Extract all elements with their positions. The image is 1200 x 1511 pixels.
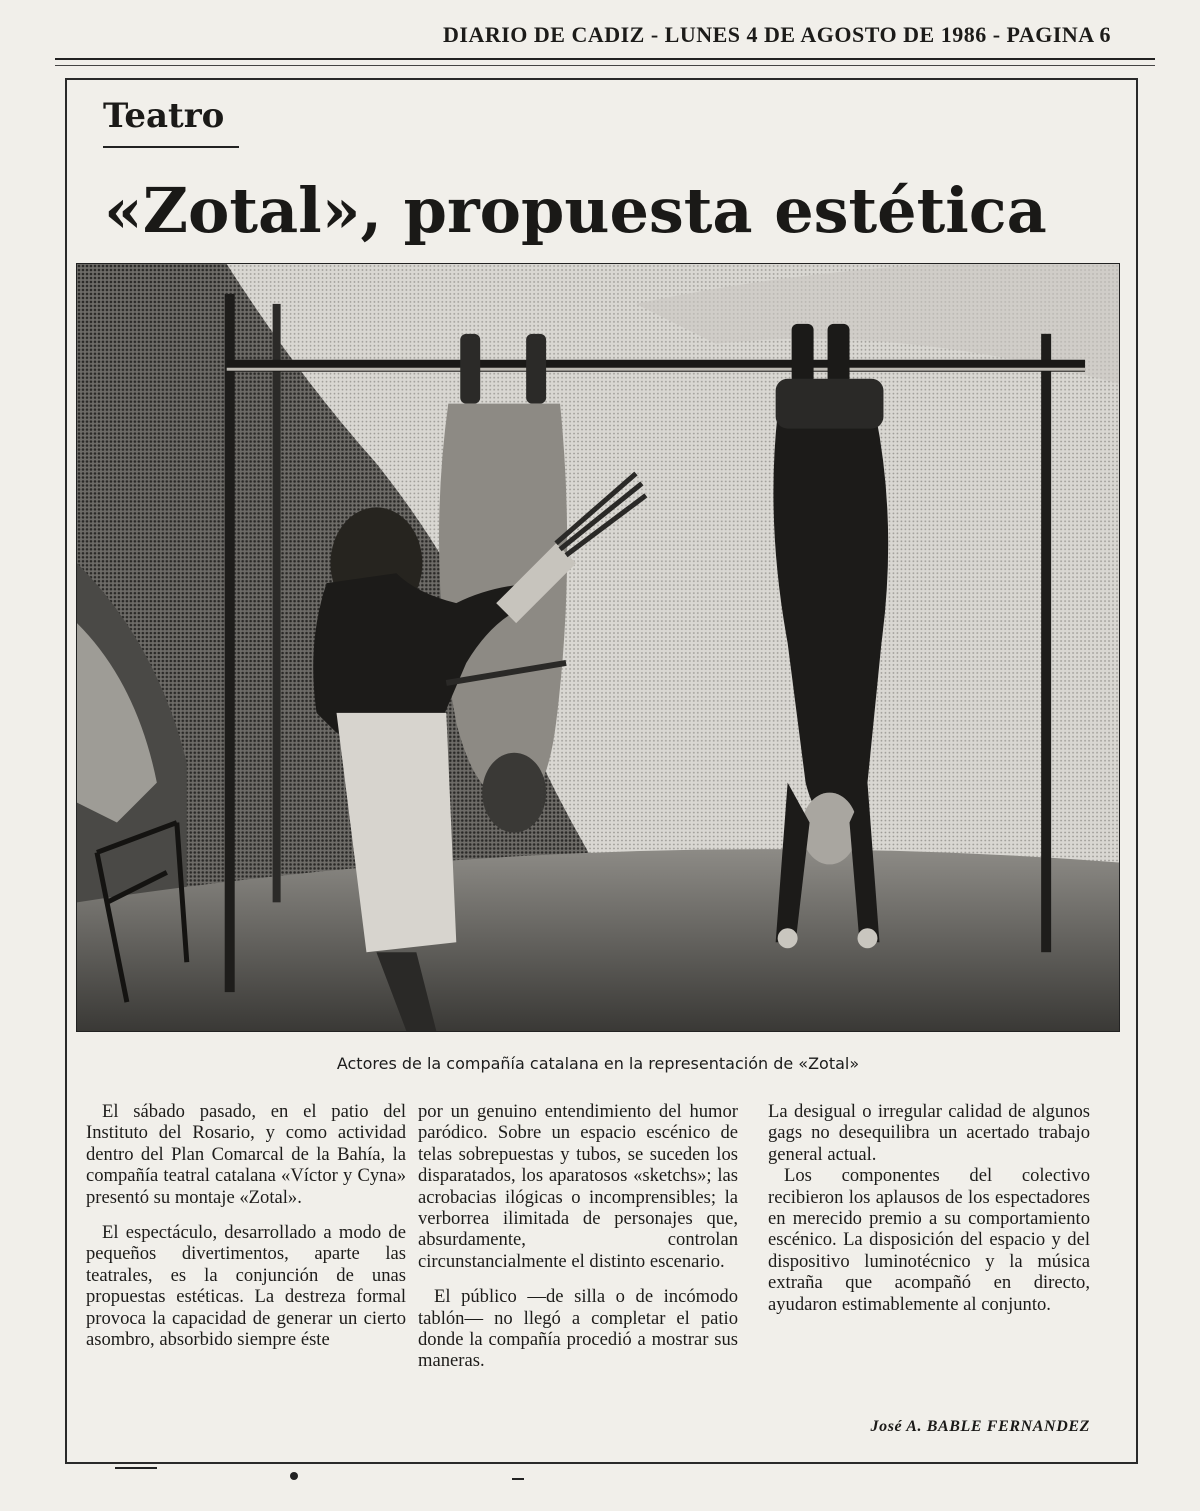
article-paragraph: El público —de silla o de incómodo tablón— no llegó a completar el patio donde la compañía procedió a mostrar sus maneras. xyxy=(418,1286,738,1372)
article-column-1 xyxy=(86,1101,406,1350)
photo-illustration xyxy=(77,264,1119,1031)
article-byline: José A. BABLE FERNANDEZ xyxy=(870,1418,1090,1435)
scan-mark xyxy=(115,1467,157,1469)
scan-mark xyxy=(290,1472,298,1480)
article-column-2 xyxy=(418,1101,738,1372)
article-paragraph: El sábado pasado, en el patio del Instituto del Rosario, y como actividad dentro del Plan Comarcal de la Bahía, la compañía teatral catalana «Víctor y Cyna» presentó su montaje «Zotal». xyxy=(86,1101,406,1208)
acrobat-figure xyxy=(773,324,888,948)
newspaper-masthead: DIARIO DE CADIZ - LUNES 4 DE AGOSTO DE 1986 - PAGINA 6 xyxy=(443,22,1111,47)
scan-mark xyxy=(512,1478,524,1480)
article-paragraph: Los componentes del colectivo recibieron los aplausos de los espectadores en merecido premio a su comportamiento escénico. La disposición del espacio y del dispositivo luminotécnico y la música extraña que acompañó en directo, ayudaron estimablemente al conjunto. xyxy=(768,1165,1090,1315)
section-label: Teatro xyxy=(103,96,225,136)
article-paragraph: La desigual o irregular calidad de algunos gags no desequilibra un acertado trabajo general actual. xyxy=(768,1101,1090,1165)
masthead-rule xyxy=(55,58,1155,60)
article-paragraph: por un genuino entendimiento del humor paródico. Sobre un espacio escénico de telas sobrepuestas y tubos, se suceden los disparatados, los aparatosos «sketchs»; las acrobacias ilógicas o incomprensibles; la verborrea ilimitada de personajes que, absurdamente, controlan circunstancialmente el distinto escenario. xyxy=(418,1101,738,1272)
photo-caption: Actores de la compañía catalana en la representación de «Zotal» xyxy=(336,1054,860,1073)
article-column-3 xyxy=(768,1101,1090,1315)
article-headline: «Zotal», propuesta estética xyxy=(104,174,1047,247)
masthead-rule-thin xyxy=(55,65,1155,66)
article-paragraph: El espectáculo, desarrollado a modo de pequeños divertimentos, aparte las teatrales, es la conjunción de unas propuestas estéticas. La destreza formal provoca la capacidad de generar un cierto asombro, absorbido siempre éste xyxy=(86,1222,406,1351)
section-underline xyxy=(103,146,239,148)
article-photo xyxy=(76,263,1120,1032)
